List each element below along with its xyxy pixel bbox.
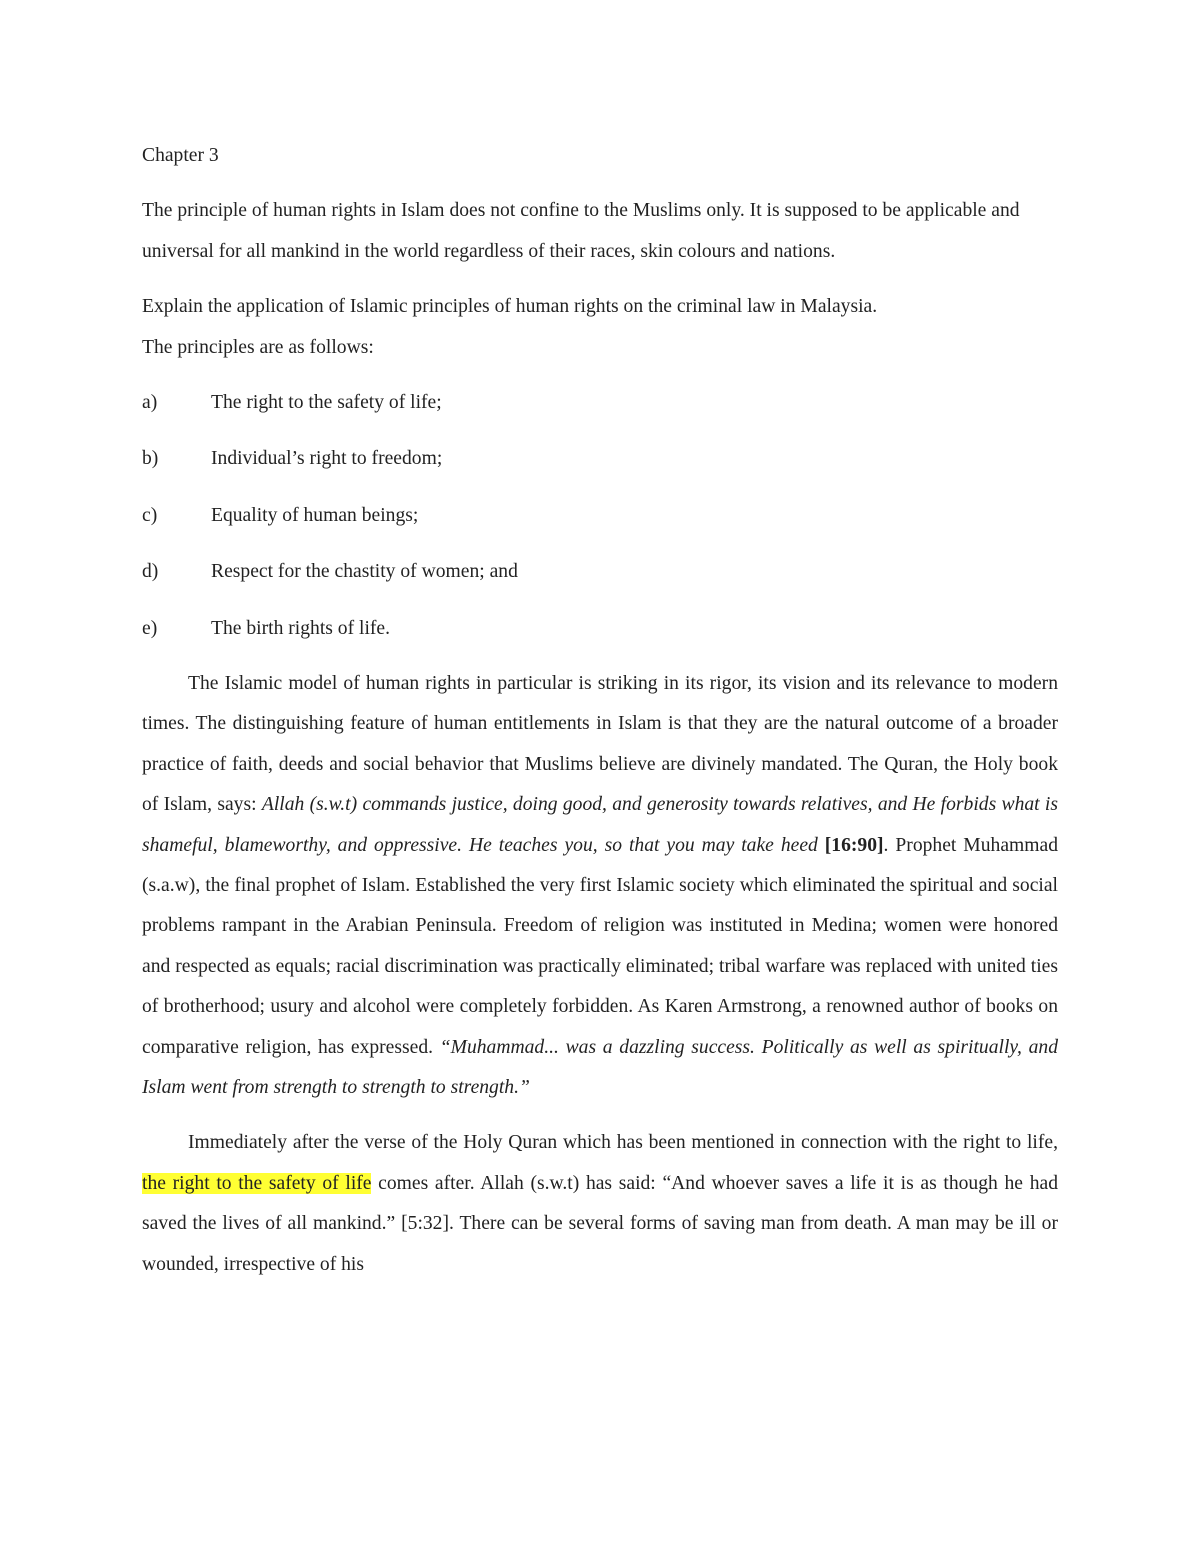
list-item-text: Equality of human beings; — [211, 504, 419, 526]
chapter-title: Chapter 3 — [142, 145, 219, 166]
paragraph-middle-text: . Prophet Muhammad (s.a.w), the final prophet of Islam. Established the very first Islamic society which eliminated the spiritual and social problems rampant in the Arabian Peninsula. Freedom of religion was instituted in Medina; women were honored and respected as equals; racial discrimination was practically eliminated; tribal warfare was replaced with united ties of brotherhood; usury and alcohol were completely forbidden. As Karen Armstrong, a renowned author of books on comparative religion, has expressed. — [142, 834, 1058, 1058]
list-item — [142, 439, 1058, 479]
intro-paragraph: The principle of human rights in Islam does not confine to the Muslims only. It is supposed to be applicable and universal for all mankind in the world regardless of their races, skin colours and nations. — [142, 200, 1020, 262]
task-line-1: Explain the application of Islamic principles of human rights on the criminal law in Malaysia. — [142, 296, 878, 318]
task-instructions — [142, 287, 1058, 368]
task-line-2: The principles are as follows: — [142, 336, 374, 358]
list-item — [142, 609, 1058, 649]
list-item-letter: a) — [142, 392, 158, 414]
document-body — [142, 136, 1058, 1285]
list-item-text: The right to the safety of life; — [211, 392, 442, 414]
list-item-letter: c) — [142, 504, 158, 526]
armstrong-quote: “Muhammad... was a dazzling success. Politically as well as spiritually, and Islam went from strength to strength to strength.” — [142, 1036, 1058, 1099]
paragraph-lead-text: The Islamic model of human rights in particular is striking in its rigor, its vision and its relevance to modern times. The distinguishing feature of human entitlements in Islam is that they are the natural outcome of a broader practice of faith, deeds and social behavior that Muslims believe are divinely mandated. The Quran, the Holy book of Islam, says: — [142, 672, 1058, 816]
list-item — [142, 383, 1058, 423]
safety-of-life-paragraph — [142, 1123, 1058, 1285]
list-item — [142, 496, 1058, 536]
list-item-letter: e) — [142, 617, 158, 639]
list-item — [142, 552, 1058, 592]
list-item-letter: b) — [142, 448, 159, 470]
paragraph-rest-text: comes after. Allah (s.w.t) has said: “And whoever saves a life it is as though he had saved the lives of all mankind.” [5:32]. There can be several forms of saving man from death. A man may be ill or wounded, irrespective of his — [142, 1172, 1058, 1275]
list-item-letter: d) — [142, 561, 159, 583]
verse-reference: [16:90] — [824, 834, 884, 856]
list-item-text: Respect for the chastity of women; and — [211, 561, 518, 583]
principles-list — [142, 383, 1058, 649]
list-item-text: Individual’s right to freedom; — [211, 448, 443, 470]
paragraph-lead-text: Immediately after the verse of the Holy Quran which has been mentioned in connection with the right to life, — [188, 1132, 1058, 1154]
list-item-text: The birth rights of life. — [211, 617, 391, 639]
islamic-model-paragraph — [142, 664, 1058, 1108]
quran-quote: Allah (s.w.t) commands justice, doing good, and generosity towards relatives, and He forbids what is shameful, blameworthy, and oppressive. He teaches you, so that you may take heed — [142, 794, 1058, 856]
highlighted-text: the right to the safety of life — [142, 1172, 372, 1194]
